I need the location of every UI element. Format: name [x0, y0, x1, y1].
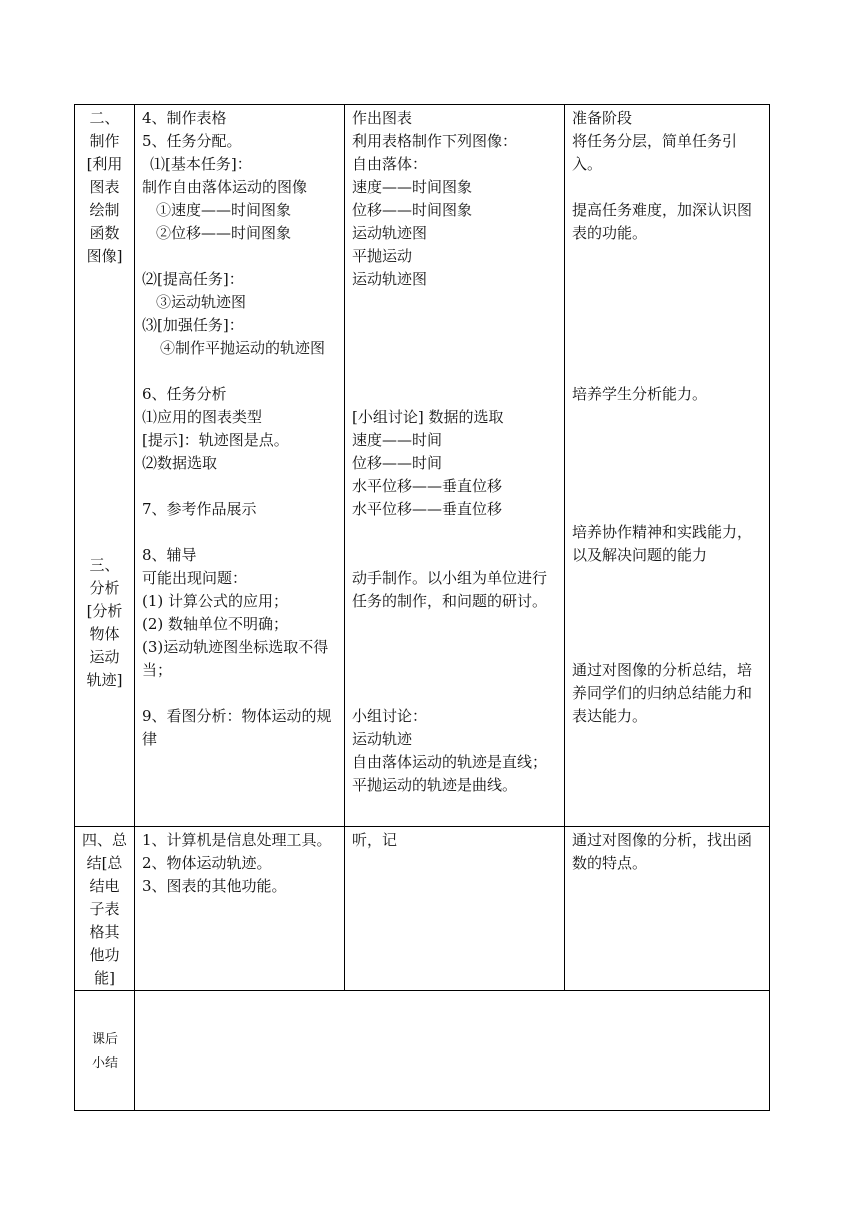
stage-summary-cell: 四、总 结[总 结电 子表 格其 他功 能] — [75, 827, 135, 991]
table-row — [75, 827, 770, 991]
after-class-summary-body — [135, 991, 770, 1111]
table-row — [75, 991, 770, 1111]
summary-intent-cell: 通过对图像的分析，找出函数的特点。 — [565, 827, 770, 991]
student-activity-cell: 作出图表 利用表格制作下列图像： 自由落体： 速度——时间图象 位移——时间图象 运动轨迹图 平抛运动 运动轨迹图 [小组讨论] 数据的选取 速度——时间 位移——时间 水平位移——垂直位移 水平位移——垂直位移 动手制作。以小组为单位进行任务的制作，和问题的研讨。 小组讨论： 运动轨迹 自由落体运动的轨迹是直线； 平抛运动的轨迹是曲线。 — [345, 105, 565, 827]
table-row — [75, 105, 770, 827]
teacher-activity-cell: 4、制作表格 5、任务分配。 ⑴[基本任务]： 制作自由落体运动的图像 ①速度——时间图象 ②位移——时间图象 ⑵[提高任务]： ③运动轨迹图 ⑶[加强任务]： ④制作平抛运动的轨迹图 6、任务分析 ⑴应用的图表类型 [提示]：轨迹图是点。 ⑵数据选取 7、参考作品展示 8、辅导 可能出现问题： (1) 计算公式的应用； (2) 数轴单位不明确； (3)运动轨迹图坐标选取不得当； 9、看图分析：物体运动的规律 — [135, 105, 345, 827]
stage-cell — [75, 105, 135, 827]
lesson-plan-table — [74, 104, 770, 1111]
design-intent-cell: 准备阶段 将任务分层，简单任务引入。 提高任务难度，加深认识图表的功能。 培养学生分析能力。 培养协作精神和实践能力，以及解决问题的能力 通过对图像的分析总结，培养同学们的归纳总结能力和表达能力。 — [565, 105, 770, 827]
stage-analyze-label: 三、 分析 [分析 物体 运动 轨迹] — [86, 556, 123, 689]
summary-student-cell: 听，记 — [345, 827, 565, 991]
stage-make-label: 二、 制作 [利用 图表 绘制 函数 图像] — [86, 109, 123, 265]
after-class-label-cell: 课后 小结 — [75, 991, 135, 1111]
summary-teacher-cell: 1、计算机是信息处理工具。 2、物体运动轨迹。 3、图表的其他功能。 — [135, 827, 345, 991]
